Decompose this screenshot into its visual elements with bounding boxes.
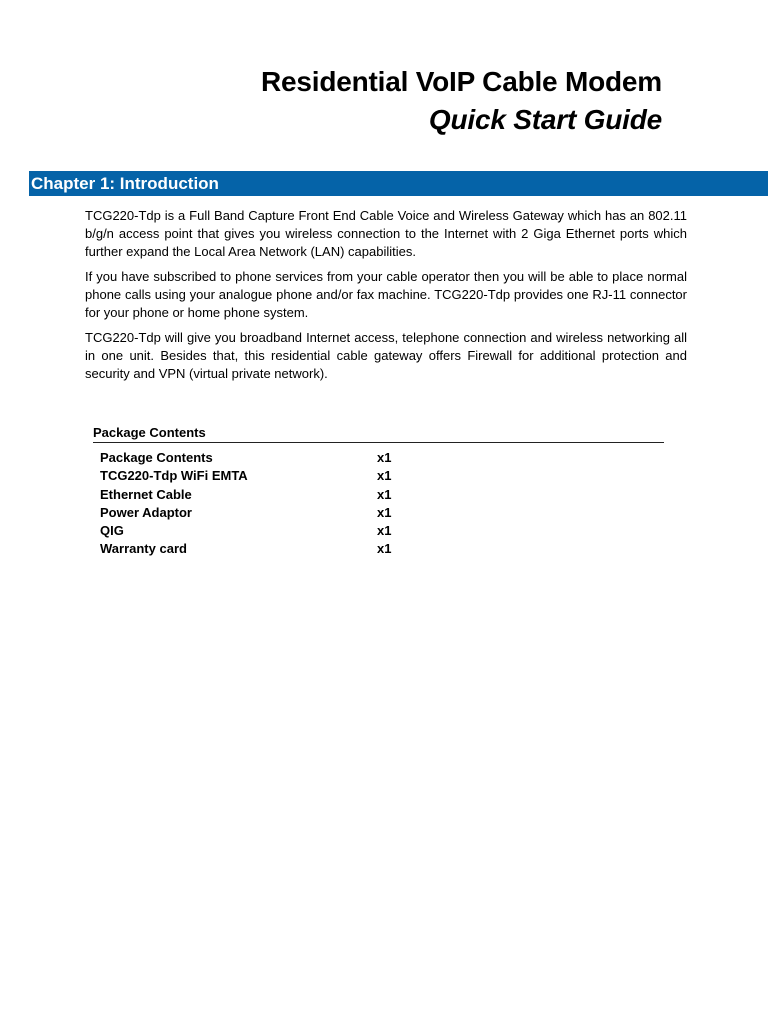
package-item-name: Package Contents [100, 450, 213, 465]
package-item-row [100, 467, 664, 485]
package-item-name: QIG [100, 523, 124, 539]
package-item-row [100, 522, 664, 540]
package-item-qty: x1 [377, 504, 392, 520]
package-item-name: Power Adaptor [100, 504, 192, 520]
package-item-qty: x1 [377, 486, 392, 502]
package-item-qty: x1 [377, 523, 392, 539]
package-contents-table [93, 424, 664, 559]
package-contents-list [93, 449, 664, 559]
package-item-row [100, 486, 664, 504]
package-item-row [100, 504, 664, 522]
chapter-heading: Chapter 1: Introduction [29, 171, 768, 196]
package-item-qty: x1 [377, 450, 392, 465]
intro-paragraph: TCG220-Tdp is a Full Band Capture Front End Cable Voice and Wireless Gateway which has an 802.11 b/g/n access point that gives you wireless connection to the Internet with 2 Giga Ethernet ports which further expand the Local Area Network (LAN) capabilities. [85, 208, 687, 259]
document-subtitle: Quick Start Guide [428, 104, 662, 135]
intro-paragraph: If you have subscribed to phone services from your cable operator then you will be able to place normal phone calls using your analogue phone and/or fax machine. TCG220-Tdp provides one RJ-11 connector for your phone or home phone system. [85, 269, 687, 320]
package-item-name: TCG220-Tdp WiFi EMTA [100, 468, 248, 484]
package-item-qty: x1 [377, 468, 392, 484]
package-item-name: Ethernet Cable [100, 486, 192, 502]
package-contents-heading: Package Contents [93, 424, 664, 443]
package-item-qty: x1 [377, 541, 392, 557]
package-item-row [100, 449, 664, 467]
document-title-block [261, 64, 662, 138]
package-item-row [100, 540, 664, 558]
intro-paragraph: TCG220-Tdp will give you broadband Internet access, telephone connection and wireless networking all in one unit. Besides that, this residential cable gateway offers Firewall for additional protection and security and VPN (virtual private network). [85, 330, 687, 381]
document-title: Residential VoIP Cable Modem [260, 66, 662, 97]
introduction-text [85, 207, 687, 390]
package-item-name: Warranty card [100, 541, 187, 557]
